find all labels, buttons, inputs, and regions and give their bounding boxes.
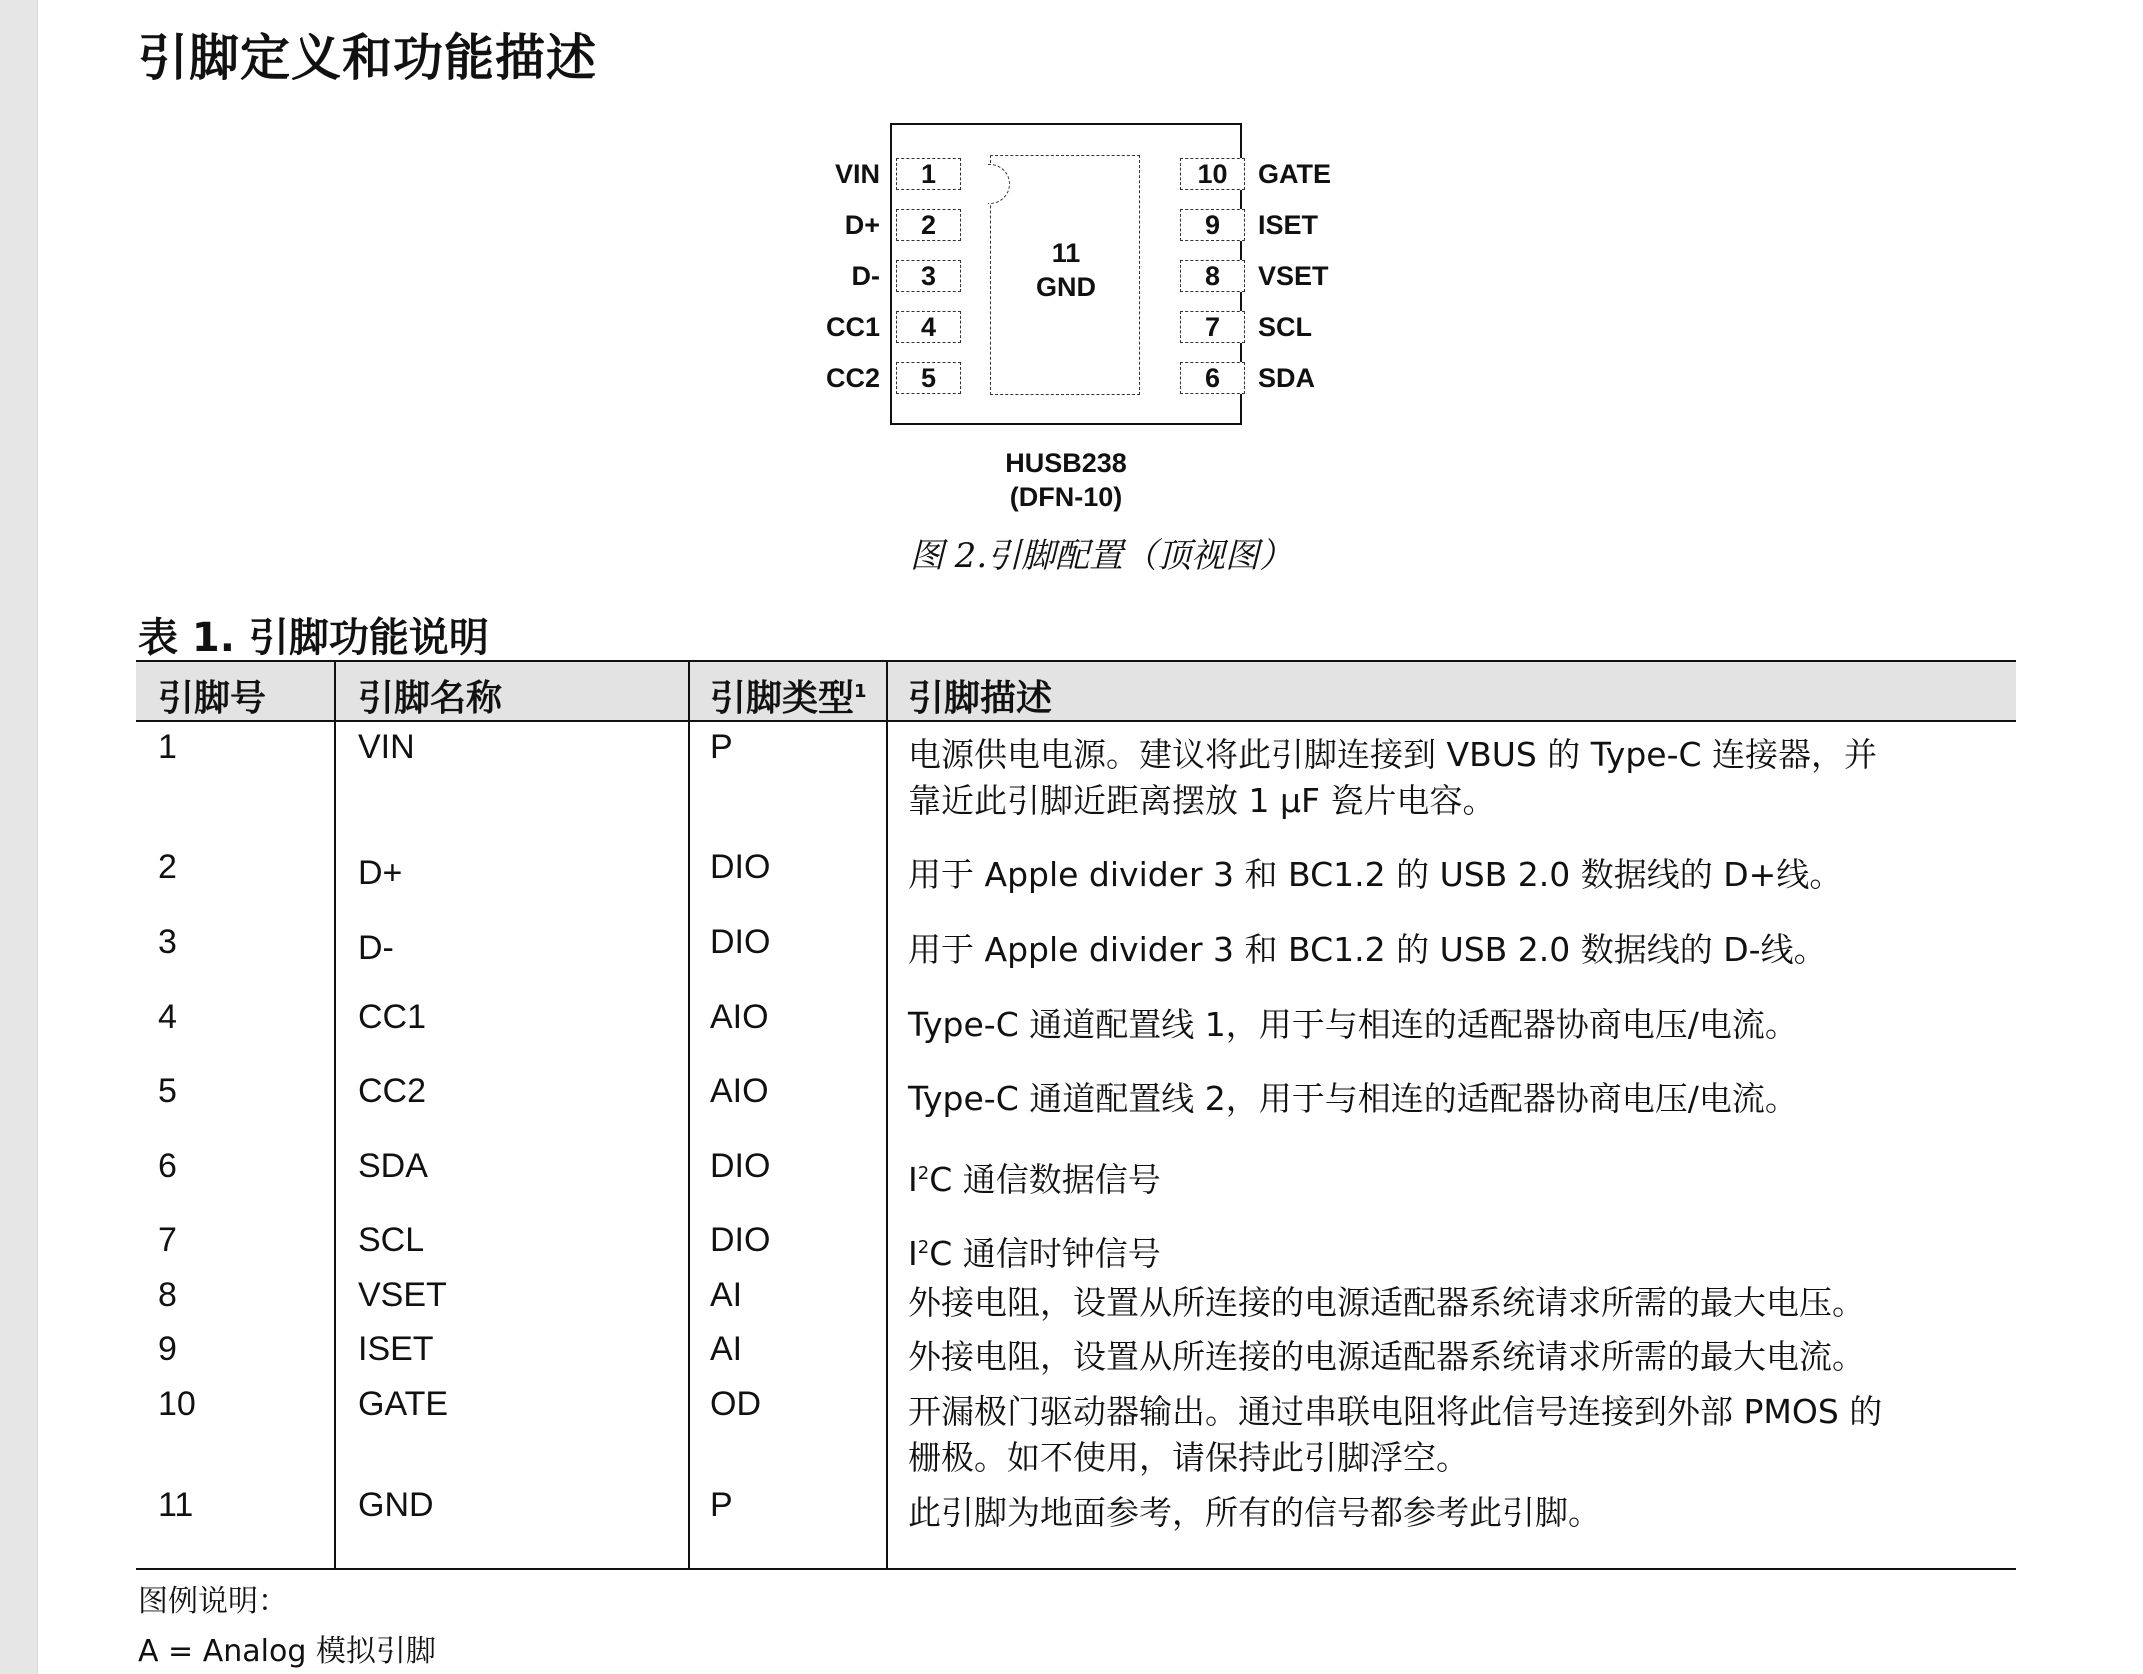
cell-pin-type: DIO bbox=[710, 1147, 771, 1185]
pin1-notch bbox=[988, 164, 1010, 204]
pin-pad-right-7: 7 bbox=[1180, 311, 1245, 343]
description-line: Type-C 通道配置线 2，用于与相连的适配器协商电压/电流。 bbox=[908, 1079, 1798, 1118]
column-divider bbox=[334, 662, 336, 1568]
gnd-pad-label: GND bbox=[1036, 272, 1096, 302]
cell-pin-name: D- bbox=[358, 929, 394, 967]
chip-part-number: HUSB238 bbox=[1005, 448, 1127, 478]
cell-pin-number: 7 bbox=[158, 1221, 177, 1259]
cell-pin-name: GATE bbox=[358, 1385, 449, 1423]
column-divider bbox=[688, 662, 690, 1568]
description-line: 外接电阻，设置从所连接的电源适配器系统请求所需的最大电流。 bbox=[908, 1337, 1865, 1376]
pin-name-right-7: SCL bbox=[1258, 312, 1312, 342]
cell-pin-type: DIO bbox=[710, 1221, 771, 1259]
cell-pin-type: P bbox=[710, 1486, 733, 1524]
cell-pin-type: P bbox=[710, 728, 733, 766]
figure-caption: 图 2.引脚配置（顶视图） bbox=[909, 536, 1294, 576]
pin-name-left-2: D+ bbox=[844, 210, 880, 240]
cell-pin-type: AIO bbox=[710, 998, 769, 1036]
pin-pad-right-8: 8 bbox=[1180, 260, 1245, 292]
pin-pad-left-3: 3 bbox=[896, 260, 961, 292]
pin-pad-left-1: 1 bbox=[896, 158, 961, 190]
cell-pin-number: 8 bbox=[158, 1276, 177, 1314]
header-pin-description: 引脚描述 bbox=[908, 678, 1053, 719]
pin-pad-right-10: 10 bbox=[1180, 158, 1245, 190]
pin-name-left-5: CC2 bbox=[825, 363, 880, 393]
description-line: C 通信数据信号 bbox=[929, 1160, 1161, 1199]
page-gutter bbox=[0, 0, 38, 1674]
description-prefix: I bbox=[908, 1234, 918, 1273]
cell-pin-number: 10 bbox=[158, 1385, 196, 1423]
cell-pin-type: AI bbox=[710, 1276, 743, 1314]
pin-function-table bbox=[136, 660, 2016, 1570]
description-line: 栅极。如不使用，请保持此引脚浮空。 bbox=[908, 1438, 1469, 1477]
description-line: 靠近此引脚近距离摆放 1 μF 瓷片电容。 bbox=[908, 781, 1496, 820]
cell-pin-name: VIN bbox=[358, 728, 415, 766]
pin-name-right-8: VSET bbox=[1258, 261, 1329, 291]
cell-pin-name: CC2 bbox=[358, 1072, 427, 1110]
legend-title: 图例说明： bbox=[138, 1584, 288, 1619]
cell-pin-type: DIO bbox=[710, 848, 771, 886]
pin-name-left-3: D- bbox=[851, 261, 880, 291]
description-line: 开漏极门驱动器输出。通过串联电阻将此信号连接到外部 PMOS 的 bbox=[908, 1392, 1883, 1431]
cell-pin-description bbox=[908, 1225, 1998, 1277]
cell-pin-number: 1 bbox=[158, 728, 177, 766]
page-title: 引脚定义和功能描述 bbox=[138, 29, 597, 87]
pin-pad-left-4: 4 bbox=[896, 311, 961, 343]
header-pin-type-footnote: 1 bbox=[854, 681, 867, 702]
legend-item: A = Analog 模拟引脚 bbox=[138, 1634, 436, 1669]
pin-name-right-6: SDA bbox=[1258, 363, 1316, 393]
description-prefix: I bbox=[908, 1160, 918, 1199]
gnd-pad-number: 11 bbox=[1051, 238, 1081, 268]
cell-pin-name: VSET bbox=[358, 1276, 447, 1314]
cell-pin-description bbox=[908, 1490, 1998, 1536]
column-divider bbox=[886, 662, 888, 1568]
description-superscript: 2 bbox=[917, 1237, 930, 1258]
cell-pin-description bbox=[908, 732, 1998, 824]
pin-pad-right-9: 9 bbox=[1180, 209, 1245, 241]
cell-pin-description bbox=[908, 852, 1998, 898]
description-line: 用于 Apple divider 3 和 BC1.2 的 USB 2.0 数据线的 D+线。 bbox=[908, 855, 1843, 894]
cell-pin-number: 6 bbox=[158, 1147, 177, 1185]
cell-pin-type: OD bbox=[710, 1385, 761, 1423]
cell-pin-number: 5 bbox=[158, 1072, 177, 1110]
gnd-pad bbox=[990, 155, 1140, 395]
cell-pin-name: ISET bbox=[358, 1330, 434, 1368]
cell-pin-number: 4 bbox=[158, 998, 177, 1036]
cell-pin-number: 3 bbox=[158, 923, 177, 961]
description-line: C 通信时钟信号 bbox=[929, 1234, 1161, 1273]
cell-pin-description bbox=[908, 1002, 1998, 1048]
table-caption: 表 1. 引脚功能说明 bbox=[138, 615, 489, 661]
pin-pad-left-5: 5 bbox=[896, 362, 961, 394]
cell-pin-number: 2 bbox=[158, 848, 177, 886]
description-line: 用于 Apple divider 3 和 BC1.2 的 USB 2.0 数据线的 D-线。 bbox=[908, 930, 1827, 969]
description-line: 电源供电电源。建议将此引脚连接到 VBUS 的 Type-C 连接器，并 bbox=[908, 735, 1878, 774]
header-pin-type bbox=[710, 670, 867, 721]
cell-pin-name: SCL bbox=[358, 1221, 425, 1259]
cell-pin-description bbox=[908, 1076, 1998, 1122]
pin-pad-left-2: 2 bbox=[896, 209, 961, 241]
cell-pin-description bbox=[908, 1334, 1998, 1380]
cell-pin-number: 11 bbox=[158, 1486, 194, 1524]
cell-pin-type: DIO bbox=[710, 923, 771, 961]
pin-name-left-4: CC1 bbox=[825, 312, 880, 342]
chip-package: (DFN-10) bbox=[1009, 482, 1123, 512]
pinout-diagram bbox=[790, 118, 1350, 518]
cell-pin-name: GND bbox=[358, 1486, 434, 1524]
cell-pin-name: SDA bbox=[358, 1147, 428, 1185]
cell-pin-name: D+ bbox=[358, 854, 403, 892]
cell-pin-name: CC1 bbox=[358, 998, 427, 1036]
header-pin-type-text: 引脚类型 bbox=[710, 678, 855, 719]
cell-pin-type: AIO bbox=[710, 1072, 769, 1110]
header-pin-name: 引脚名称 bbox=[358, 678, 503, 719]
cell-pin-description bbox=[908, 927, 1998, 973]
cell-pin-number: 9 bbox=[158, 1330, 177, 1368]
pin-name-right-9: ISET bbox=[1258, 210, 1319, 240]
pin-pad-right-6: 6 bbox=[1180, 362, 1245, 394]
description-line: 此引脚为地面参考，所有的信号都参考此引脚。 bbox=[908, 1493, 1601, 1532]
description-superscript: 2 bbox=[917, 1163, 930, 1184]
cell-pin-description bbox=[908, 1151, 1998, 1203]
pin-name-left-1: VIN bbox=[834, 159, 880, 189]
description-line: 外接电阻，设置从所连接的电源适配器系统请求所需的最大电压。 bbox=[908, 1283, 1865, 1322]
cell-pin-description bbox=[908, 1280, 1998, 1326]
description-line: Type-C 通道配置线 1，用于与相连的适配器协商电压/电流。 bbox=[908, 1005, 1798, 1044]
header-pin-number: 引脚号 bbox=[158, 678, 267, 719]
cell-pin-description bbox=[908, 1389, 1998, 1481]
pin-name-right-10: GATE bbox=[1258, 159, 1331, 189]
cell-pin-type: AI bbox=[710, 1330, 743, 1368]
table-header-row bbox=[136, 662, 2016, 722]
